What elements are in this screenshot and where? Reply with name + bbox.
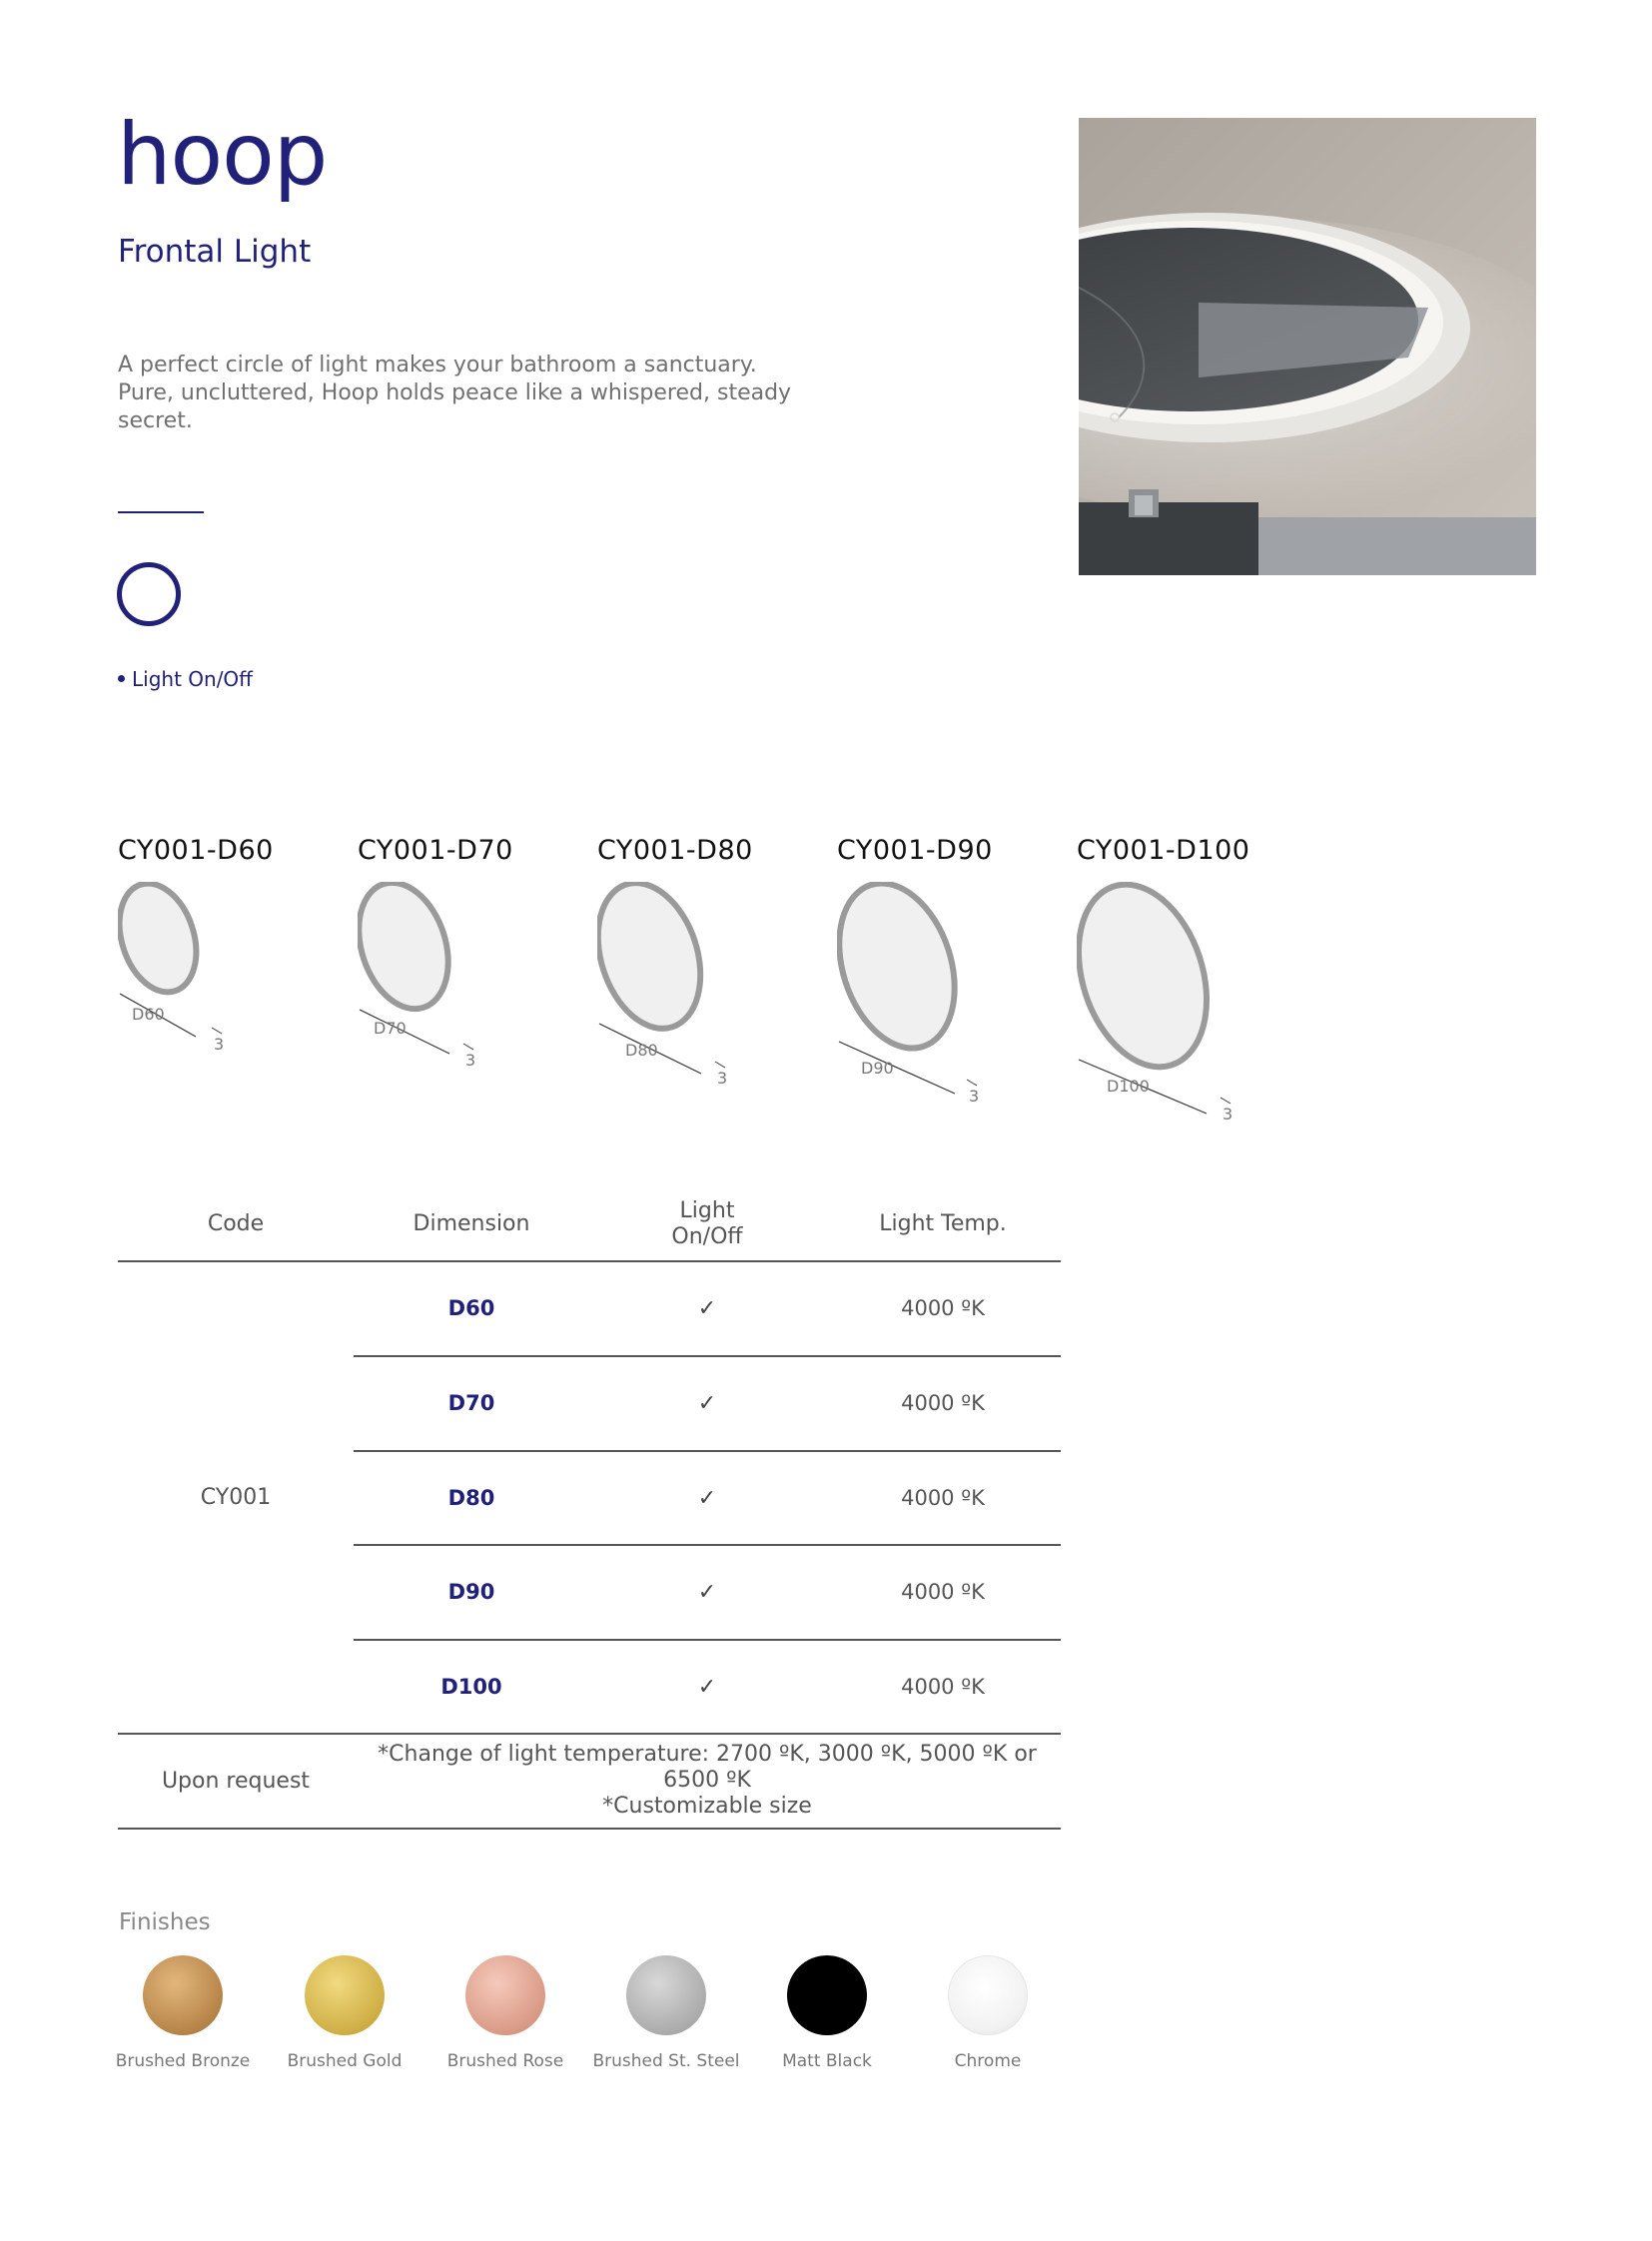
depth-label: 3 (1223, 1105, 1234, 1123)
temp-cell: 4000 ºK (901, 1296, 985, 1320)
product-subtitle: Frontal Light (118, 234, 312, 270)
finish-label: Chrome (954, 2051, 1022, 2071)
request-note-size: *Customizable size (602, 1794, 812, 1819)
product-title: hoop (117, 105, 328, 205)
finish-swatch (948, 1955, 1028, 2035)
model-card (837, 835, 1077, 1121)
model-code: CY001-D90 (837, 835, 993, 866)
bullet-icon (118, 675, 125, 682)
request-notes (354, 1734, 1061, 1828)
finish-label: Brushed St. Steel (592, 2051, 740, 2071)
depth-tick (967, 1080, 977, 1086)
feature-label: Light On/Off (132, 667, 253, 691)
mirror-diagram (1077, 882, 1316, 1141)
mirror-shape (358, 882, 463, 1021)
finishes-title: Finishes (119, 1909, 211, 1935)
mirror-shape (118, 882, 210, 1002)
finish-swatch-item[interactable] (913, 1955, 1063, 2071)
depth-label: 3 (465, 1051, 476, 1070)
mirror-diagram (597, 882, 837, 1102)
finish-swatch-item[interactable] (430, 1955, 580, 2071)
finish-swatch-item[interactable] (108, 1955, 258, 2071)
size-label: D70 (374, 1019, 407, 1038)
depth-tick (1221, 1098, 1231, 1104)
column-header-light: Light On/Off (671, 1198, 743, 1249)
product-photo-illustration (1079, 118, 1536, 575)
size-label: D80 (625, 1041, 658, 1060)
check-icon: ✓ (697, 1485, 717, 1511)
mirror-shape (597, 882, 718, 1042)
depth-label: 3 (717, 1069, 728, 1088)
model-card (118, 835, 358, 1082)
request-note-temperature: *Change of light temperature: 2700 ºK, 3000 ºK, 5000 ºK or 6500 ºK (378, 1742, 1037, 1793)
size-label: D60 (132, 1005, 165, 1024)
product-description: A perfect circle of light makes your bathroom a sanctuary. Pure, uncluttered, Hoop holds peace like a whispered, steady secret. (118, 353, 792, 433)
finish-label: Matt Black (782, 2051, 872, 2071)
column-header-dimension: Dimension (413, 1211, 530, 1236)
circle-shape-icon (117, 562, 181, 626)
depth-label: 3 (969, 1087, 980, 1106)
dimension-cell: D100 (440, 1675, 502, 1699)
finish-swatch (465, 1955, 545, 2035)
size-label: D100 (1107, 1077, 1150, 1096)
size-label: D90 (861, 1059, 894, 1078)
finish-swatch (305, 1955, 385, 2035)
model-code: CY001-D60 (118, 835, 274, 866)
model-card (1077, 835, 1316, 1141)
request-label: Upon request (161, 1768, 311, 1794)
mirror-shape (1077, 882, 1229, 1084)
finish-swatch (787, 1955, 867, 2035)
finish-swatch-item[interactable] (591, 1955, 741, 2071)
depth-label: 3 (214, 1035, 225, 1054)
model-card (597, 835, 837, 1102)
column-header-code: Code (207, 1211, 265, 1236)
model-code: CY001-D70 (358, 835, 513, 866)
dimension-line (839, 1042, 955, 1094)
depth-tick (463, 1044, 473, 1050)
finish-swatch (143, 1955, 223, 2035)
check-icon: ✓ (697, 1674, 717, 1700)
feature-item (118, 667, 253, 691)
dimension-cell: D60 (447, 1296, 495, 1320)
finish-swatch (626, 1955, 706, 2035)
temp-cell: 4000 ºK (901, 1486, 985, 1510)
temp-cell: 4000 ºK (901, 1580, 985, 1604)
finish-label: Brushed Gold (287, 2051, 403, 2071)
mirror-diagram (358, 882, 597, 1082)
mirror-diagram (118, 882, 358, 1082)
temp-cell: 4000 ºK (901, 1391, 985, 1415)
model-code: CY001-D80 (597, 835, 753, 866)
check-icon: ✓ (697, 1579, 717, 1605)
finish-label: Brushed Bronze (115, 2051, 251, 2071)
depth-tick (715, 1062, 725, 1068)
check-icon: ✓ (697, 1390, 717, 1416)
code-cell: CY001 (200, 1484, 272, 1510)
product-photo (1079, 118, 1536, 575)
mirror-shape (837, 882, 975, 1064)
column-header-temp: Light Temp. (879, 1211, 1007, 1236)
finish-swatch-item[interactable] (752, 1955, 902, 2071)
dimension-cell: D70 (447, 1391, 495, 1415)
model-code: CY001-D100 (1077, 835, 1250, 866)
mirror-diagram (837, 882, 1077, 1121)
divider-rule (118, 511, 204, 513)
finish-swatch-item[interactable] (270, 1955, 419, 2071)
dimension-cell: D90 (447, 1580, 495, 1604)
dimension-cell: D80 (447, 1486, 495, 1510)
table-rule (118, 1828, 1061, 1830)
check-icon: ✓ (697, 1295, 717, 1321)
depth-tick (212, 1028, 222, 1034)
finish-label: Brushed Rose (446, 2051, 564, 2071)
model-card (358, 835, 597, 1082)
temp-cell: 4000 ºK (901, 1675, 985, 1699)
